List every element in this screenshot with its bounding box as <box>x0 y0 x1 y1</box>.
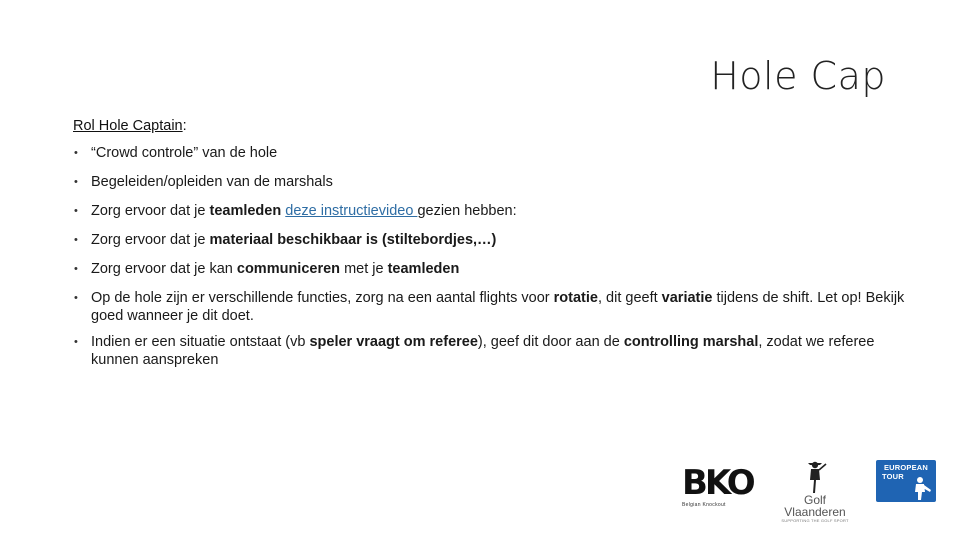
bullet-item <box>73 333 923 369</box>
golfer-silhouette-icon <box>906 476 932 500</box>
bullet-dot: • <box>74 263 78 275</box>
european-tour-line1: EUROPEAN <box>883 463 929 472</box>
bullet-text: Op de hole zijn er verschillende functies, zorg na een aantal flights voor <box>91 290 554 306</box>
bullet-text: Indien er een situatie ontstaat (vb <box>91 334 310 350</box>
bullet-text: Zorg ervoor dat je <box>91 232 210 248</box>
bullet-emphasis: controlling marshal <box>623 334 759 350</box>
bullet-dot: • <box>74 292 78 304</box>
section-heading <box>73 118 187 134</box>
golf-vlaanderen-logo <box>776 460 854 526</box>
bko-logo-wordmark: BKO <box>682 463 753 503</box>
bullet-text: Crowd controle <box>95 145 194 161</box>
section-heading-colon: : <box>182 118 187 134</box>
bullet-item <box>73 202 923 220</box>
golf-vlaanderen-line2: Vlaanderen <box>784 505 846 519</box>
slide-title: Hole Cap <box>710 54 886 98</box>
bullet-text: gezien hebben: <box>417 203 517 219</box>
golf-vlaanderen-tagline: SUPPORTING THE GOLF SPORT <box>781 518 849 523</box>
bullet-item <box>73 144 923 162</box>
bullet-list <box>73 144 923 380</box>
bullet-dot: • <box>74 205 78 217</box>
bullet-item <box>73 231 923 249</box>
bullet-text: , dit geeft <box>597 290 662 306</box>
section-heading-label: Rol Hole Captain <box>73 118 183 134</box>
bullet-item <box>73 173 923 191</box>
golf-vlaanderen-line1: Golf <box>803 493 826 507</box>
bullet-text: “ <box>91 145 96 161</box>
bullet-emphasis: teamleden <box>387 261 460 277</box>
bullet-text: Zorg ervoor dat je <box>91 203 210 219</box>
bko-logo <box>682 463 753 518</box>
bullet-text: , zodat we referee kunnen aanspreken <box>91 334 875 368</box>
bullet-dot: • <box>74 234 78 246</box>
instruction-video-link[interactable]: deze instructievideo <box>285 203 418 219</box>
bullet-emphasis: materiaal beschikbaar is (stiltebordjes,…) <box>209 232 497 248</box>
bullet-text: ), geef dit door aan de <box>477 334 624 350</box>
bullet-item <box>73 260 923 278</box>
golfer-icon <box>802 460 828 494</box>
bullet-emphasis: communiceren <box>236 261 341 277</box>
bullet-emphasis: variatie <box>661 290 713 306</box>
bullet-dot: • <box>74 147 78 159</box>
bullet-item <box>73 289 923 325</box>
european-tour-logo <box>876 460 936 502</box>
bullet-dot: • <box>74 336 78 348</box>
bullet-text: Zorg ervoor dat je kan <box>91 261 237 277</box>
bullet-dot: • <box>74 176 78 188</box>
bko-logo-subtitle: Belgian Knockout <box>682 502 726 508</box>
bullet-text: tijdens de shift. Let op! Bekijk goed wanneer je dit doet. <box>91 290 905 324</box>
bullet-text: ” van de hole <box>193 145 278 161</box>
european-tour-line2: TOUR <box>882 472 904 481</box>
bullet-emphasis: speler vraagt om referee <box>309 334 478 350</box>
bullet-emphasis: rotatie <box>553 290 598 306</box>
bullet-emphasis: teamleden <box>209 203 282 219</box>
logo-strip <box>0 458 960 528</box>
bullet-text: Begeleiden/opleiden van de marshals <box>91 174 333 190</box>
bullet-text: met je <box>340 261 388 277</box>
